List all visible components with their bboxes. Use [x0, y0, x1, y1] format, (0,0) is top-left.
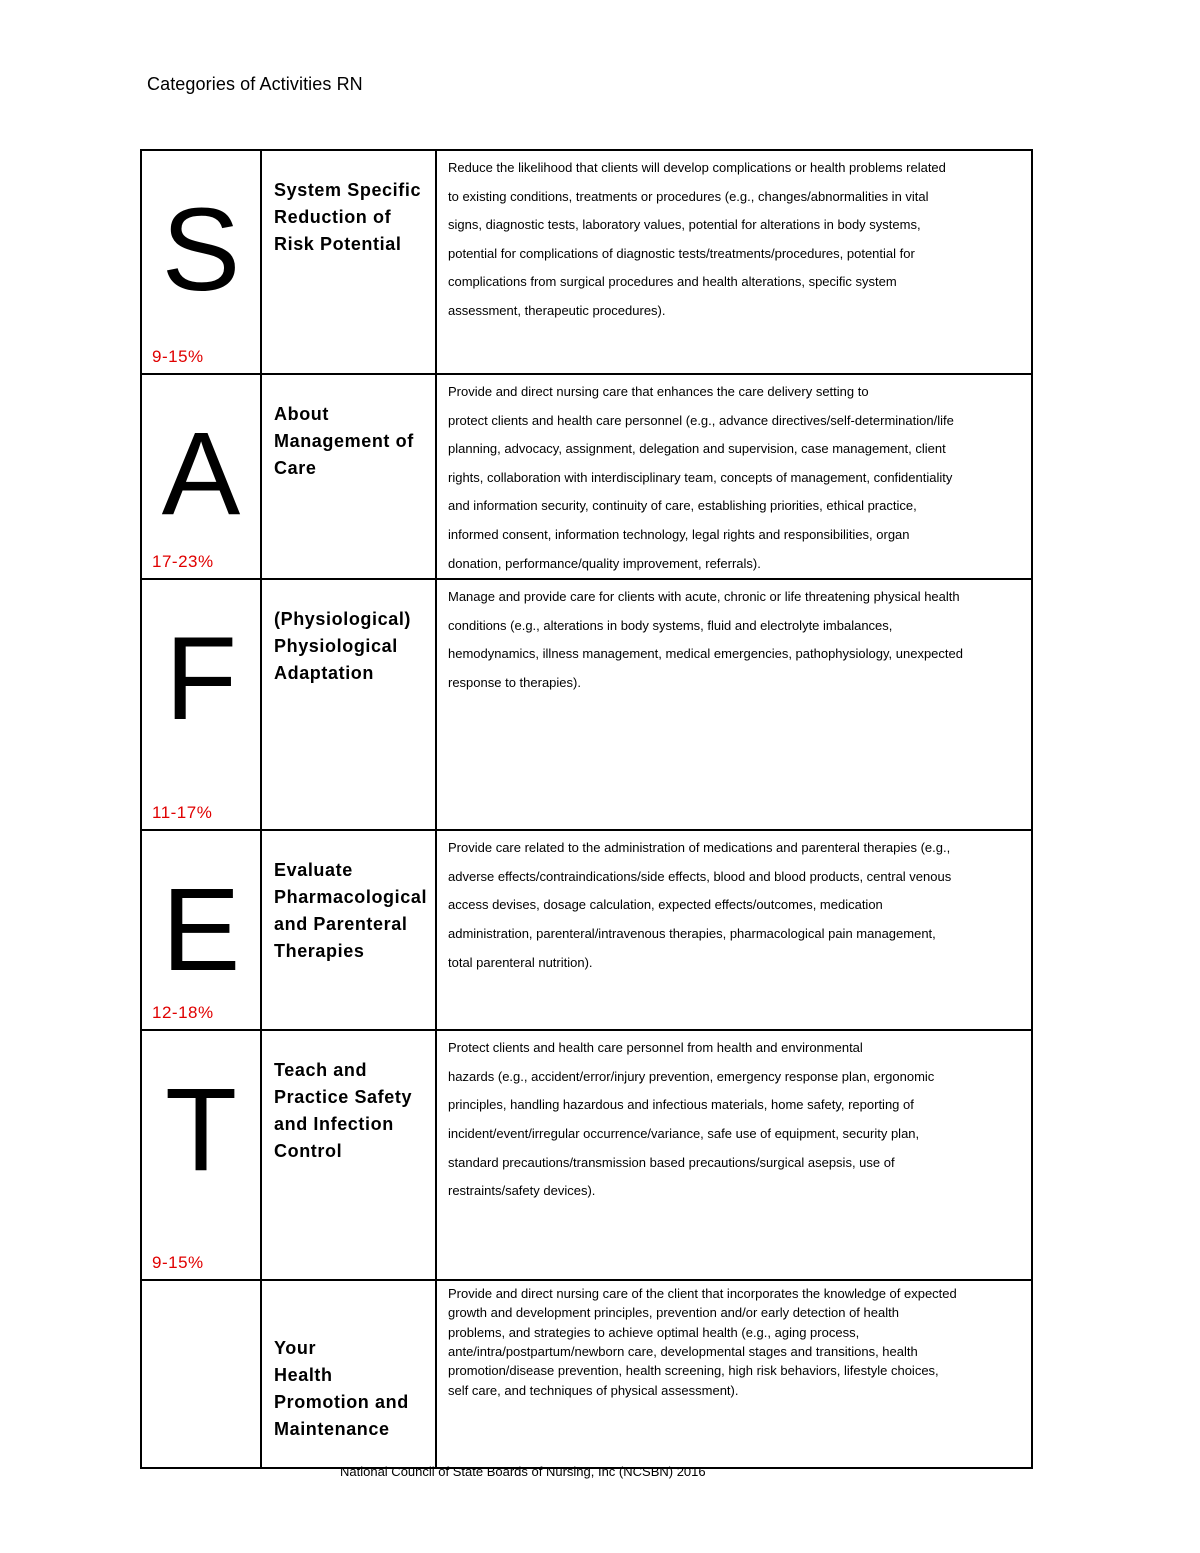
percent-label: 9-15% — [152, 347, 204, 366]
table-row — [141, 150, 1032, 374]
category-description: Provide and direct nursing care that enhances the care delivery setting to protect clients and health care personnel (e.g., advance directives/self-determination/life planning, advocacy, assignment, delegation and supervision, case management, client rights, collaboration with interdisciplinary team, concepts of management, confidentiality and information security, continuity of care, establishing priorities, ethical practice, informed consent, information technology, legal rights and responsibilities, organ donation, performance/quality improvement, referrals). — [448, 384, 954, 571]
mnemonic-letter: E — [161, 864, 241, 997]
table-row — [141, 830, 1032, 1030]
table-row — [141, 1030, 1032, 1280]
percent-label: 12-18% — [152, 1003, 214, 1023]
category-cell — [261, 1280, 436, 1468]
category-name: Your Health Promotion and Maintenance — [274, 1338, 409, 1440]
letter-cell — [141, 150, 261, 374]
category-description: Provide care related to the administration of medications and parenteral therapies (e.g., adverse effects/contraindications/side effects, blood and blood products, central venous access devises, dosage calculation, expected effects/outcomes, medication administration, parenteral/intravenous therapies, pharmacological pain management, total parenteral nutrition). — [448, 840, 952, 970]
mnemonic-letter: T — [164, 1064, 238, 1197]
table-row — [141, 579, 1032, 830]
letter-cell — [141, 1030, 261, 1280]
description-cell — [436, 579, 1032, 830]
mnemonic-letter: F — [164, 613, 238, 746]
table-row — [141, 1280, 1032, 1468]
description-cell — [436, 830, 1032, 1030]
letter-cell — [141, 830, 261, 1030]
mnemonic-letter: S — [161, 184, 241, 316]
percent-label: 9-15% — [152, 1253, 204, 1273]
letter-cell — [141, 1280, 261, 1468]
letter-cell — [141, 374, 261, 579]
category-description: Manage and provide care for clients with acute, chronic or life threatening physical health conditions (e.g., alterations in body systems, fluid and electrolyte imbalances, hemodynamics, illness management, medical emergencies, pathophysiology, unexpected response to therapies). — [448, 589, 963, 690]
category-description: Provide and direct nursing care of the client that incorporates the knowledge of expected growth and development principles, prevention and/or early detection of health problems, and strategies to achieve optimal health (e.g., aging process, ante/intra/postpartum/newborn care, developmental stages and transitions, health promotion/disease prevention, health screening, high risk behaviors, lifestyle choices, self care, and techniques of physical assessment). — [448, 1286, 957, 1398]
document-title: Categories of Activities RN — [147, 74, 363, 94]
description-cell — [436, 374, 1032, 579]
description-cell — [436, 1280, 1032, 1468]
category-name: Teach and Practice Safety and Infection Control — [274, 1060, 413, 1162]
safe-categories-table — [140, 149, 1033, 1469]
description-cell — [436, 150, 1032, 374]
category-description: Protect clients and health care personnel from health and environmental hazards (e.g., accident/error/injury prevention, emergency response plan, ergonomic principles, handling hazardous and infectious materials, home safety, reporting of incident/event/irregular occurrence/variance, safe use of equipment, security plan, standard precautions/transmission based precautions/surgical asepsis, use of restraints/safety devices). — [448, 1040, 935, 1199]
category-cell — [261, 579, 436, 830]
category-cell — [261, 150, 436, 374]
mnemonic-letter: A — [161, 408, 241, 540]
table-row — [141, 374, 1032, 579]
category-cell — [261, 830, 436, 1030]
category-cell — [261, 374, 436, 579]
category-name: System Specific Reduction of Risk Potential — [274, 180, 422, 254]
category-description: Reduce the likelihood that clients will develop complications or health problems related to existing conditions, treatments or procedures (e.g., changes/abnormalities in vital signs, diagnostic tests, laboratory values, potential for alterations in body systems, potential for complications of diagnostic tests/treatments/procedures, potential for complications from surgical procedures and health alterations, specific system assessment, therapeutic procedures). — [448, 160, 946, 318]
percent-label: 11-17% — [152, 803, 213, 823]
percent-label: 17-23% — [152, 552, 214, 572]
document-footer: National Council of State Boards of Nursing, Inc (NCSBN) 2016 — [340, 1464, 706, 1479]
letter-cell — [141, 579, 261, 830]
category-name: Evaluate Pharmacological and Parenteral Therapies — [274, 860, 428, 962]
category-cell — [261, 1030, 436, 1280]
category-name: (Physiological) Physiological Adaptation — [274, 609, 412, 684]
category-name: About Management of Care — [274, 404, 414, 478]
description-cell — [436, 1030, 1032, 1280]
